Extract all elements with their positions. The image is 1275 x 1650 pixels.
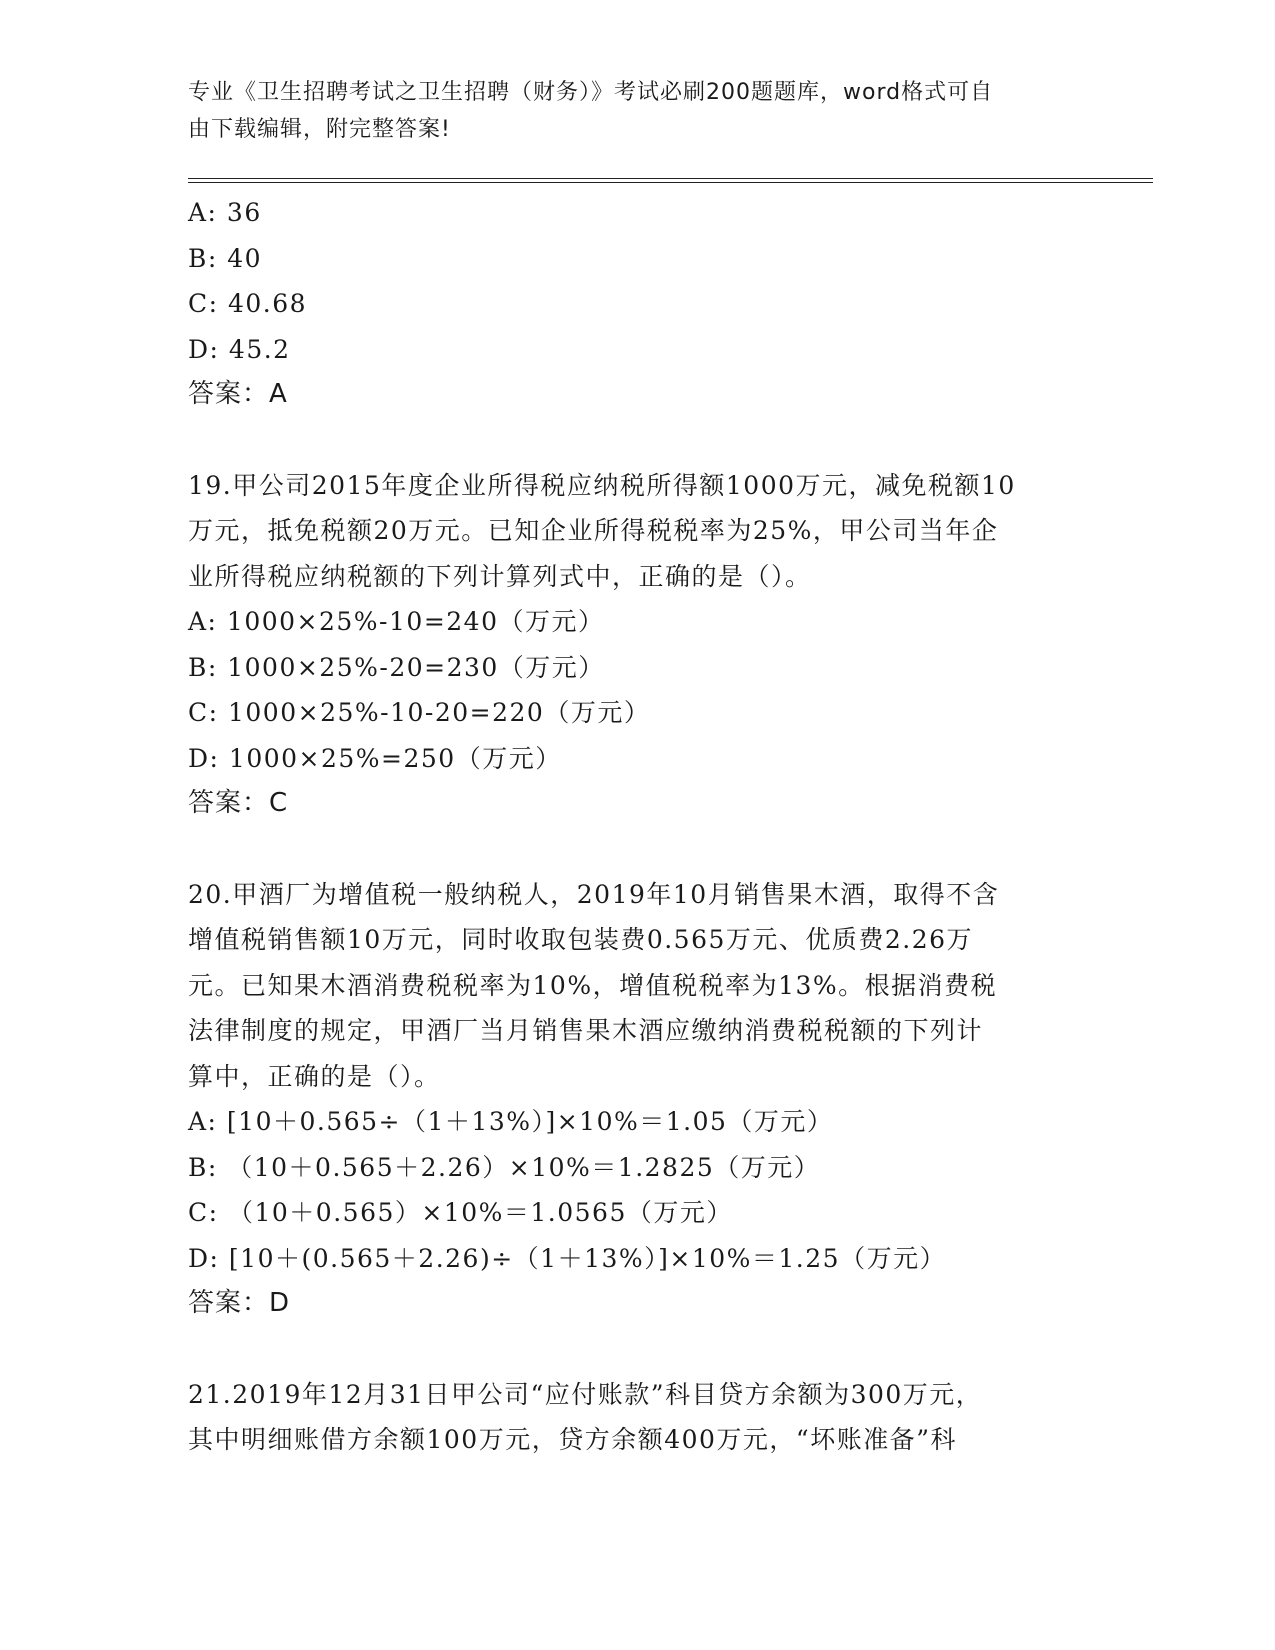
spacer bbox=[188, 827, 1088, 872]
answer: 答案：A bbox=[188, 379, 288, 409]
spacer bbox=[188, 418, 1088, 463]
question-stem-line: 增值税销售额10万元，同时收取包装费0.565万元、优质费2.26万 bbox=[188, 925, 974, 954]
answer: 答案：C bbox=[188, 788, 289, 818]
header-line-1: 专业《卫生招聘考试之卫生招聘（财务）》考试必刷200题题库，word格式可自 bbox=[188, 80, 994, 105]
question-stem-line: 算中，正确的是（）。 bbox=[188, 1061, 441, 1091]
option-c: C: 1000×25%-10-20=220（万元） bbox=[188, 698, 651, 727]
question-stem-line: 万元，抵免税额20万元。已知企业所得税税率为25%，甲公司当年企 bbox=[188, 516, 999, 545]
option-a: A: 1000×25%-10=240（万元） bbox=[188, 607, 605, 636]
option-c: C: 40.68 bbox=[188, 289, 308, 318]
spacer bbox=[188, 1327, 1088, 1372]
option-c: C: （10＋0.565）×10%＝1.0565（万元） bbox=[188, 1198, 733, 1227]
option-b: B: 1000×25%-20=230（万元） bbox=[188, 652, 605, 682]
option-b: B: （10＋0.565＋2.26）×10%＝1.2825（万元） bbox=[188, 1152, 821, 1182]
option-d: D: 1000×25%=250（万元） bbox=[188, 743, 562, 773]
option-a: A: 36 bbox=[188, 198, 262, 227]
header-divider-bottom bbox=[188, 182, 1153, 183]
option-a: A: [10＋0.565÷（1＋13%）]×10%＝1.05（万元） bbox=[188, 1107, 834, 1136]
question-content bbox=[188, 190, 1088, 1463]
question-20 bbox=[188, 872, 1088, 1327]
header-divider-top bbox=[188, 178, 1153, 179]
header-line-2: 由下载编辑，附完整答案! bbox=[188, 117, 451, 142]
question-stem-line: 元。已知果木酒消费税税率为10%，增值税税率为13%。根据消费税 bbox=[188, 970, 998, 1000]
document-header bbox=[188, 74, 1088, 148]
question-18 bbox=[188, 190, 1088, 418]
question-stem-line: 业所得税应纳税额的下列计算列式中，正确的是（）。 bbox=[188, 561, 812, 591]
question-21 bbox=[188, 1372, 1088, 1463]
question-stem-line: 其中明细账借方余额100万元，贷方余额400万元，“坏账准备”科 bbox=[188, 1425, 957, 1454]
question-stem-line: 20.甲酒厂为增值税一般纳税人，2019年10月销售果木酒，取得不含 bbox=[188, 879, 1000, 909]
question-stem-line: 法律制度的规定，甲酒厂当月销售果木酒应缴纳消费税税额的下列计 bbox=[188, 1016, 984, 1045]
answer: 答案：D bbox=[188, 1288, 291, 1318]
question-stem-line: 19.甲公司2015年度企业所得税应纳税所得额1000万元，减免税额10 bbox=[188, 470, 1016, 500]
option-d: D: [10＋(0.565＋2.26)÷（1＋13%）]×10%＝1.25（万元） bbox=[188, 1243, 947, 1273]
question-stem-line: 21.2019年12月31日甲公司“应付账款”科目贷方余额为300万元， bbox=[188, 1379, 983, 1409]
question-19 bbox=[188, 463, 1088, 827]
option-d: D: 45.2 bbox=[188, 334, 291, 364]
option-b: B: 40 bbox=[188, 243, 263, 273]
